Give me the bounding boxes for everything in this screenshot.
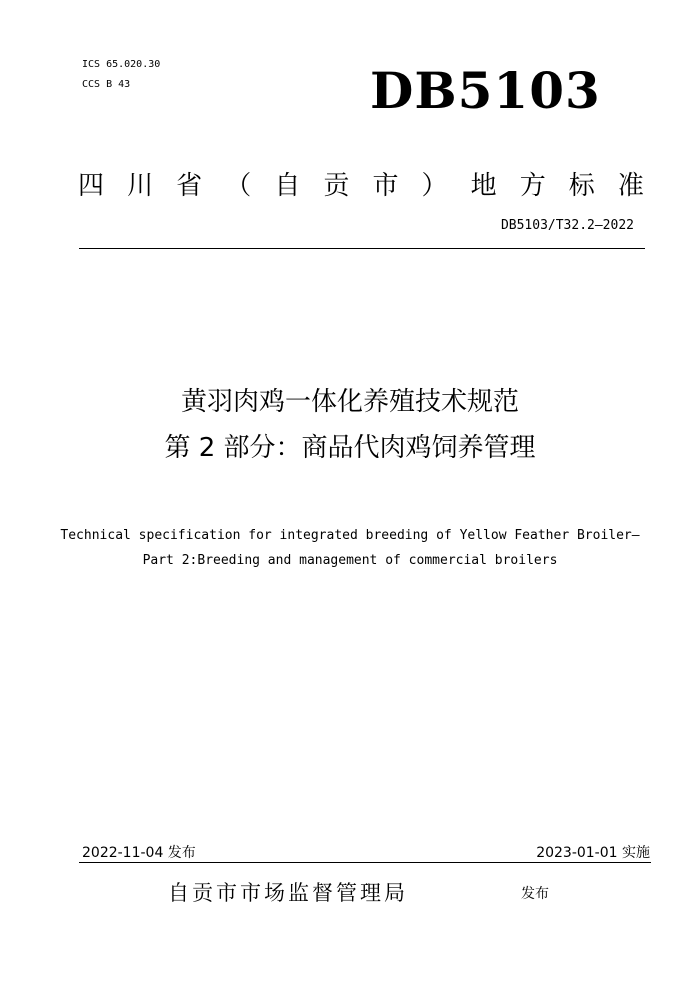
standard-number: DB5103/T32.2—2022 [500, 218, 634, 233]
standard-category-title [78, 168, 644, 204]
category-char: 贡 [323, 171, 350, 201]
category-char: （ [225, 171, 252, 201]
issuing-authority: 自贡市市场监督管理局 [168, 881, 408, 905]
category-char: 标 [568, 171, 595, 201]
category-char: 地 [470, 171, 497, 201]
issue-date: 2022-11-04 发布 [82, 845, 196, 861]
category-char: 准 [617, 171, 644, 201]
category-char: 川 [127, 171, 154, 201]
title-line-2: 第 2 部分：商品代肉鸡饲养管理 [164, 433, 536, 463]
implementation-date: 2023-01-01 实施 [536, 845, 650, 861]
footer-divider [79, 862, 651, 863]
ics-code: ICS 65.020.30 [82, 59, 161, 70]
category-char: ） [421, 171, 448, 201]
category-char: 四 [78, 171, 105, 201]
category-char: 方 [519, 171, 546, 201]
header-divider [79, 248, 645, 249]
ccs-code: CCS B 43 [82, 79, 131, 90]
english-title-line-2: Part 2:Breeding and management of commercial broilers [142, 553, 558, 568]
standard-code-logo: DB5103 [370, 61, 601, 120]
category-char: 市 [372, 171, 399, 201]
english-title-line-1: Technical specification for integrated breeding of Yellow Feather Broiler— [60, 528, 640, 543]
category-char: 自 [274, 171, 301, 201]
issuer-release-label: 发布 [521, 886, 549, 902]
title-line-1: 黄羽肉鸡一体化养殖技术规范 [180, 387, 519, 417]
category-char: 省 [176, 171, 203, 201]
